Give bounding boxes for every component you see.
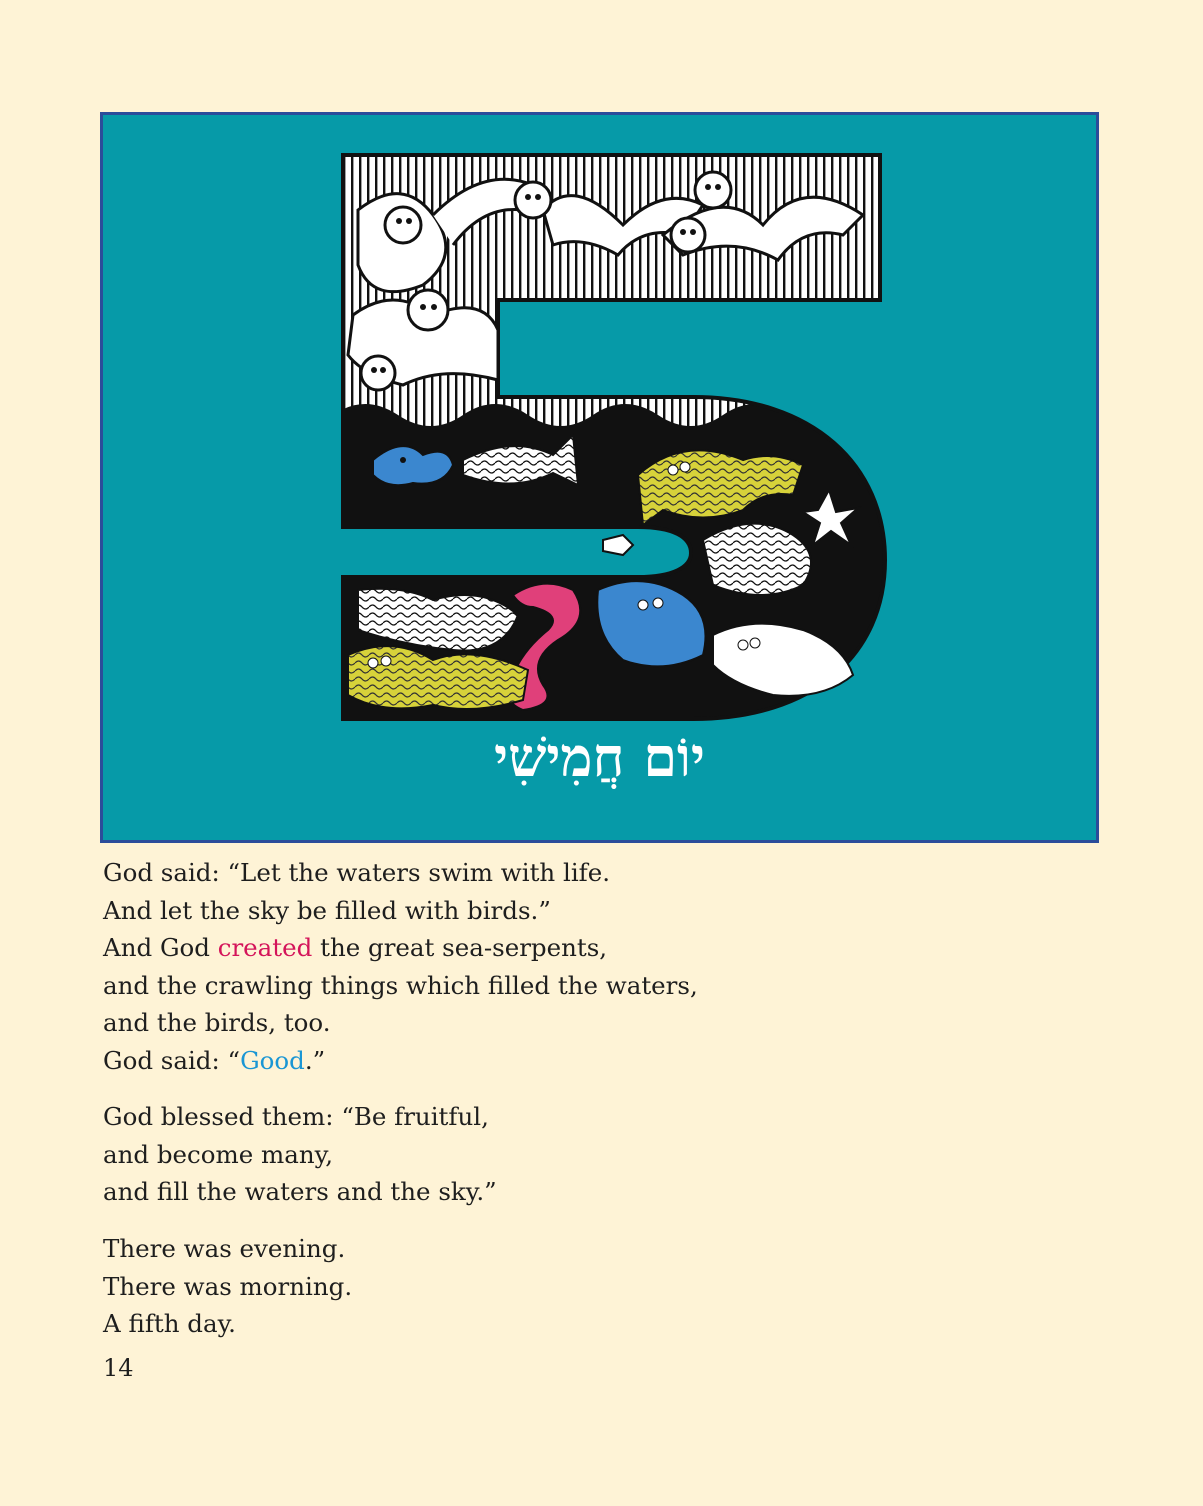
fish-icon bbox=[373, 446, 453, 485]
text-line: And let the sky be filled with birds.” bbox=[103, 895, 551, 925]
text-fragment: the great sea-serpents, bbox=[312, 933, 608, 962]
stanza-3 bbox=[103, 1230, 1003, 1343]
page-number: 14 bbox=[103, 1354, 134, 1382]
stanza-1 bbox=[103, 854, 1003, 1079]
text-line: God blessed them: “Be fruitful, bbox=[103, 1102, 489, 1131]
text-line: A fifth day. bbox=[103, 1309, 236, 1338]
text-line bbox=[103, 1042, 1003, 1080]
fish-icon bbox=[603, 535, 633, 555]
hebrew-day-title: יוֹם חֲמִישִׁי bbox=[494, 725, 705, 789]
highlighted-word-good: Good bbox=[240, 1045, 305, 1075]
text-line: God said: “Let the waters swim with life. bbox=[103, 858, 611, 887]
text-line: There was evening. bbox=[103, 1234, 346, 1263]
highlighted-word-created: created bbox=[217, 933, 313, 962]
text-fragment: God said: “ bbox=[103, 1045, 241, 1075]
text-line: and become many, bbox=[103, 1139, 334, 1169]
text-line: and fill the waters and the sky.” bbox=[103, 1177, 497, 1206]
text-line: There was morning. bbox=[103, 1271, 353, 1301]
text-line: and the crawling things which filled the waters, bbox=[103, 970, 698, 1000]
text-line bbox=[103, 929, 1003, 967]
text-fragment: .” bbox=[304, 1045, 326, 1075]
illustration-panel bbox=[100, 112, 1099, 843]
text-fragment: And God bbox=[103, 933, 218, 962]
text-line: and the birds, too. bbox=[103, 1008, 331, 1037]
stanza-2 bbox=[103, 1098, 1003, 1211]
